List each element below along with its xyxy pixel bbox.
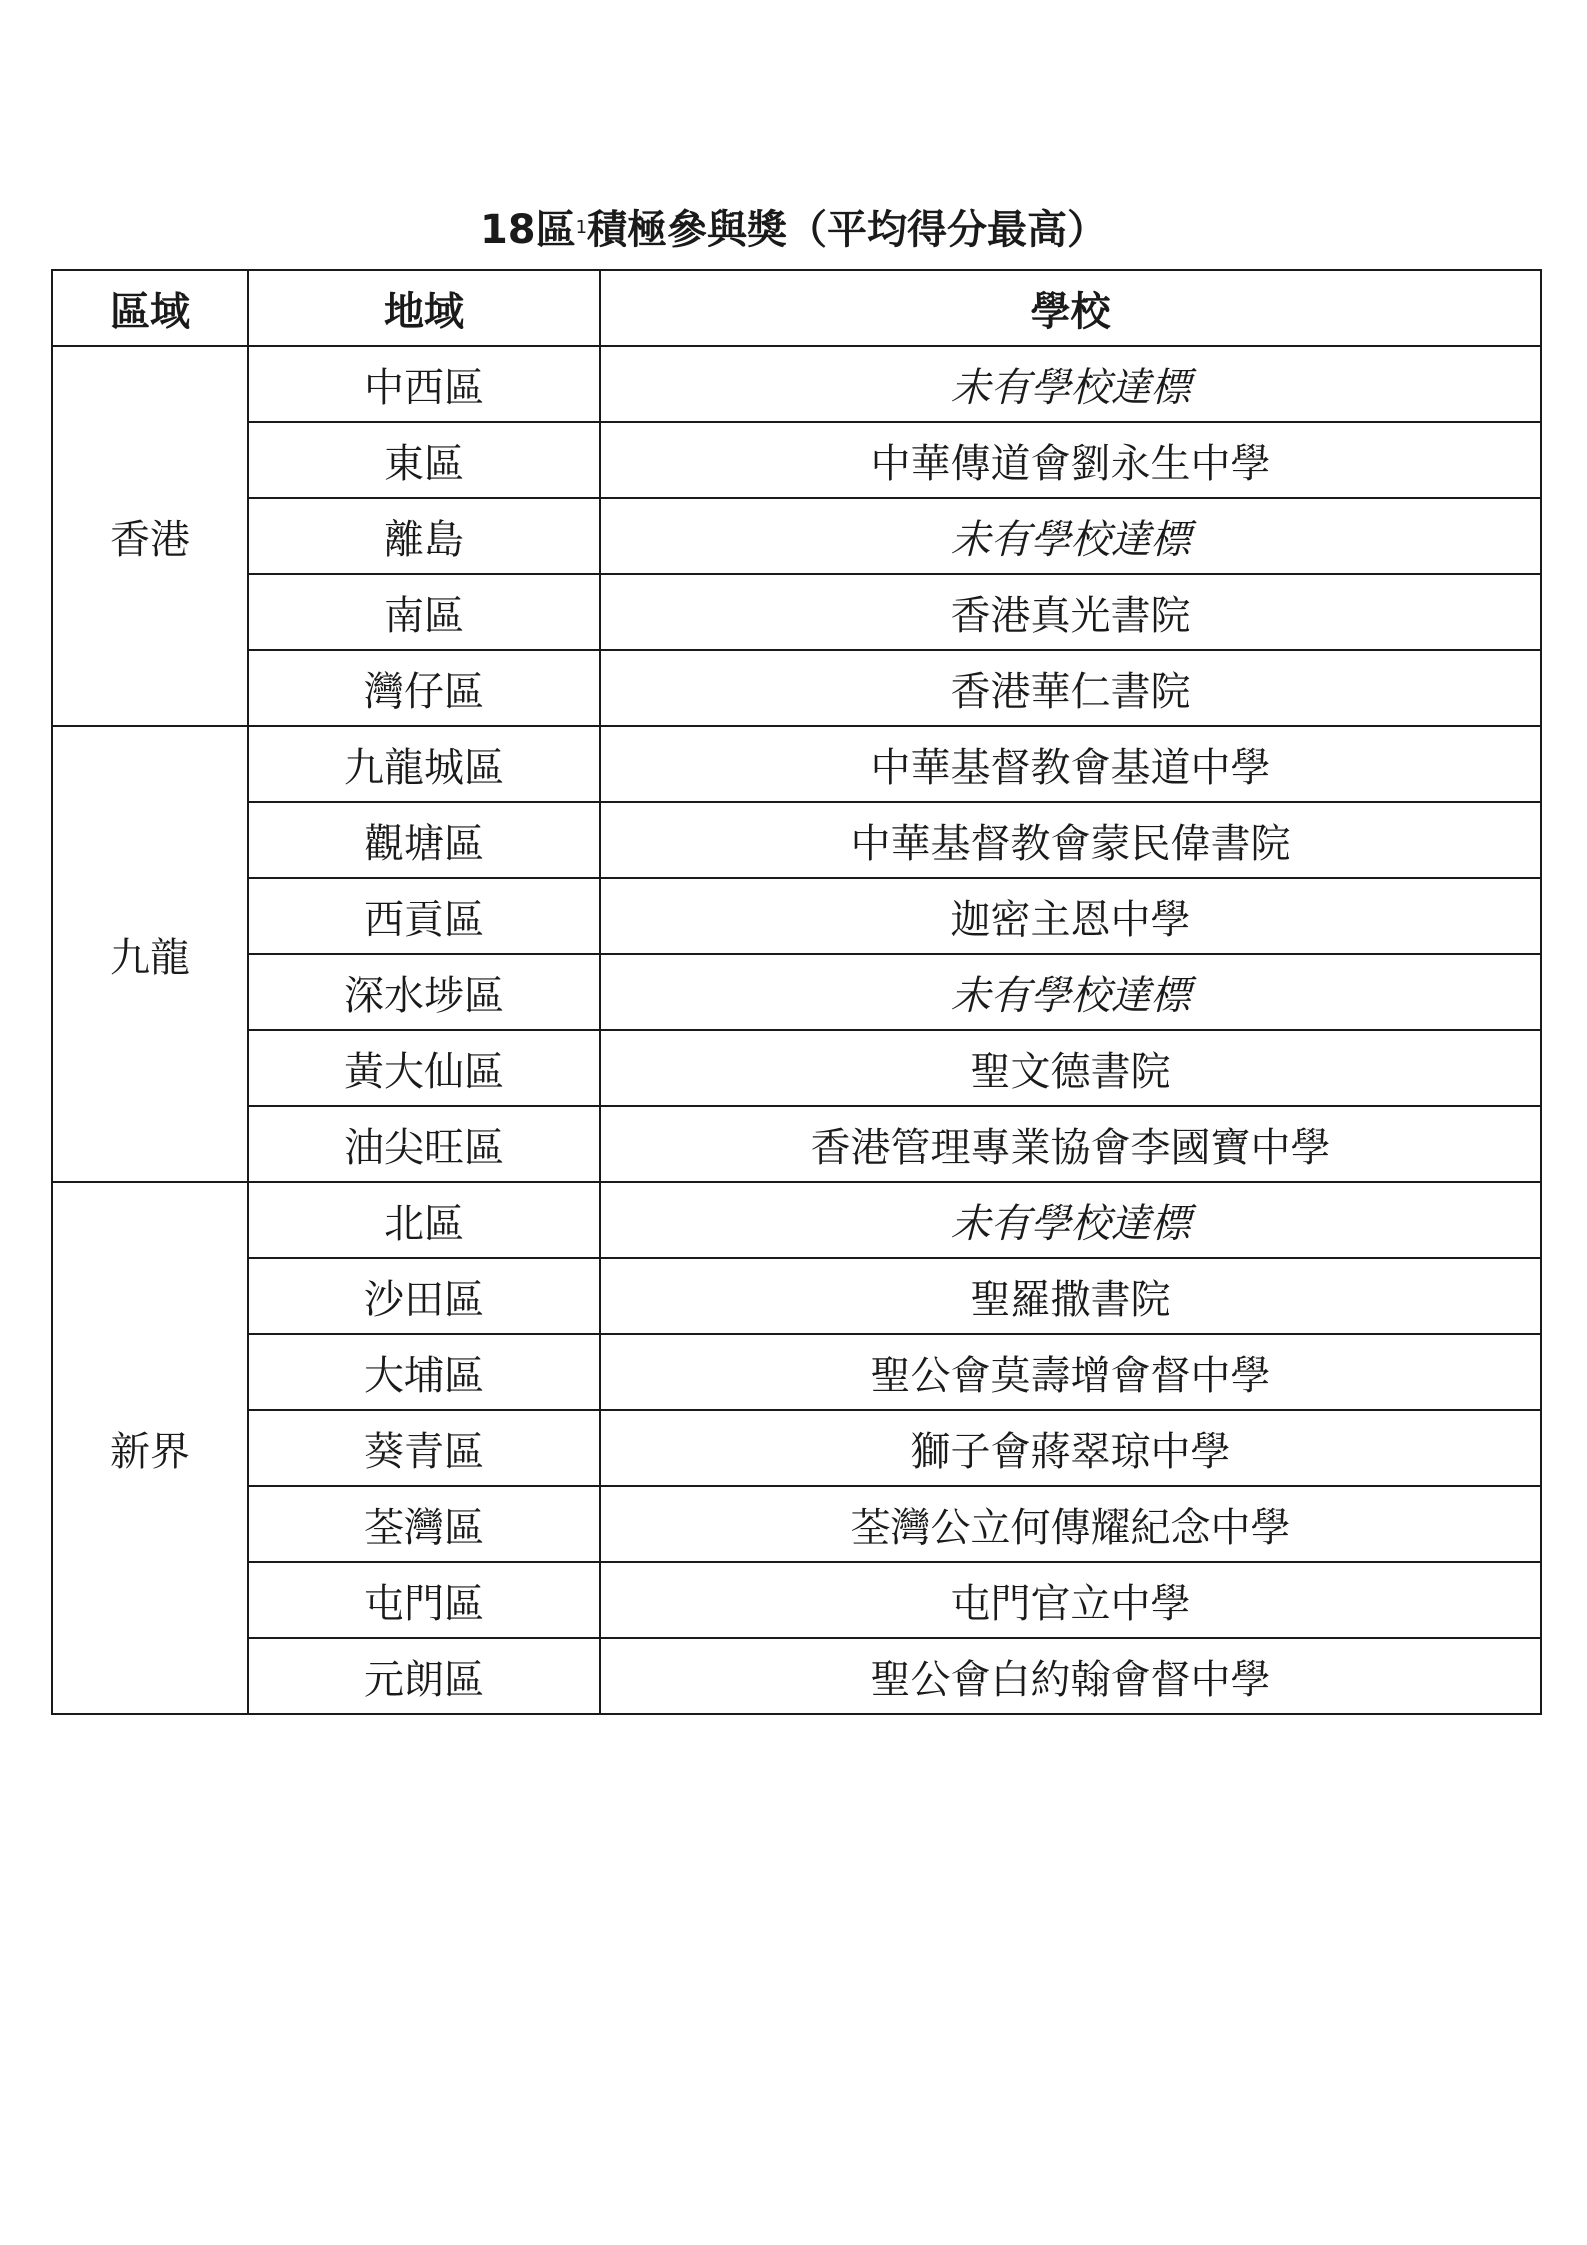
- table-row: [52, 1106, 1541, 1182]
- table-row: [52, 650, 1541, 726]
- district-cell: 西貢區: [248, 878, 600, 954]
- table-row: [52, 878, 1541, 954]
- table-row: [52, 346, 1541, 422]
- table-body: [52, 346, 1541, 1714]
- district-cell: 灣仔區: [248, 650, 600, 726]
- school-cell: 聖公會莫壽增會督中學: [600, 1334, 1541, 1410]
- award-table: [51, 269, 1542, 1715]
- header-school: 學校: [600, 270, 1541, 346]
- header-district: 地域: [248, 270, 600, 346]
- school-cell: 中華基督教會蒙民偉書院: [600, 802, 1541, 878]
- district-cell: 九龍城區: [248, 726, 600, 802]
- table-row: [52, 954, 1541, 1030]
- district-cell: 屯門區: [248, 1562, 600, 1638]
- school-cell: 聖文德書院: [600, 1030, 1541, 1106]
- district-cell: 深水埗區: [248, 954, 600, 1030]
- district-cell: 東區: [248, 422, 600, 498]
- region-cell: 九龍: [52, 726, 248, 1182]
- table-row: [52, 802, 1541, 878]
- table-row: [52, 1486, 1541, 1562]
- school-cell: 香港華仁書院: [600, 650, 1541, 726]
- school-cell: 聖羅撒書院: [600, 1258, 1541, 1334]
- table-row: [52, 1562, 1541, 1638]
- table-row: [52, 1638, 1541, 1714]
- district-cell: 觀塘區: [248, 802, 600, 878]
- no-school-note: 未有學校達標: [600, 954, 1541, 1030]
- district-cell: 中西區: [248, 346, 600, 422]
- no-school-note: 未有學校達標: [600, 498, 1541, 574]
- school-cell: 香港管理專業協會李國寶中學: [600, 1106, 1541, 1182]
- school-cell: 中華傳道會劉永生中學: [600, 422, 1541, 498]
- school-cell: 屯門官立中學: [600, 1562, 1541, 1638]
- no-school-note: 未有學校達標: [600, 346, 1541, 422]
- region-cell: 香港: [52, 346, 248, 726]
- page-title: [0, 200, 1587, 260]
- district-cell: 南區: [248, 574, 600, 650]
- table-row: [52, 726, 1541, 802]
- school-cell: 獅子會蔣翠琼中學: [600, 1410, 1541, 1486]
- table-row: [52, 422, 1541, 498]
- header-region: 區域: [52, 270, 248, 346]
- table-row: [52, 1182, 1541, 1258]
- district-cell: 沙田區: [248, 1258, 600, 1334]
- district-cell: 離島: [248, 498, 600, 574]
- table-row: [52, 574, 1541, 650]
- table-header-row: [52, 270, 1541, 346]
- no-school-note: 未有學校達標: [600, 1182, 1541, 1258]
- table-row: [52, 1030, 1541, 1106]
- school-cell: 香港真光書院: [600, 574, 1541, 650]
- title-prefix: 18區: [479, 207, 576, 253]
- title-footnote-marker: 1: [575, 217, 588, 238]
- district-cell: 北區: [248, 1182, 600, 1258]
- district-cell: 大埔區: [248, 1334, 600, 1410]
- table-row: [52, 1410, 1541, 1486]
- district-cell: 油尖旺區: [248, 1106, 600, 1182]
- school-cell: 聖公會白約翰會督中學: [600, 1638, 1541, 1714]
- district-cell: 葵青區: [248, 1410, 600, 1486]
- table-row: [52, 1334, 1541, 1410]
- district-cell: 荃灣區: [248, 1486, 600, 1562]
- school-cell: 荃灣公立何傳耀紀念中學: [600, 1486, 1541, 1562]
- table-row: [52, 1258, 1541, 1334]
- school-cell: 迦密主恩中學: [600, 878, 1541, 954]
- district-cell: 元朗區: [248, 1638, 600, 1714]
- title-suffix: 積極參與獎（平均得分最高）: [587, 207, 1108, 253]
- district-cell: 黃大仙區: [248, 1030, 600, 1106]
- school-cell: 中華基督教會基道中學: [600, 726, 1541, 802]
- table-row: [52, 498, 1541, 574]
- region-cell: 新界: [52, 1182, 248, 1714]
